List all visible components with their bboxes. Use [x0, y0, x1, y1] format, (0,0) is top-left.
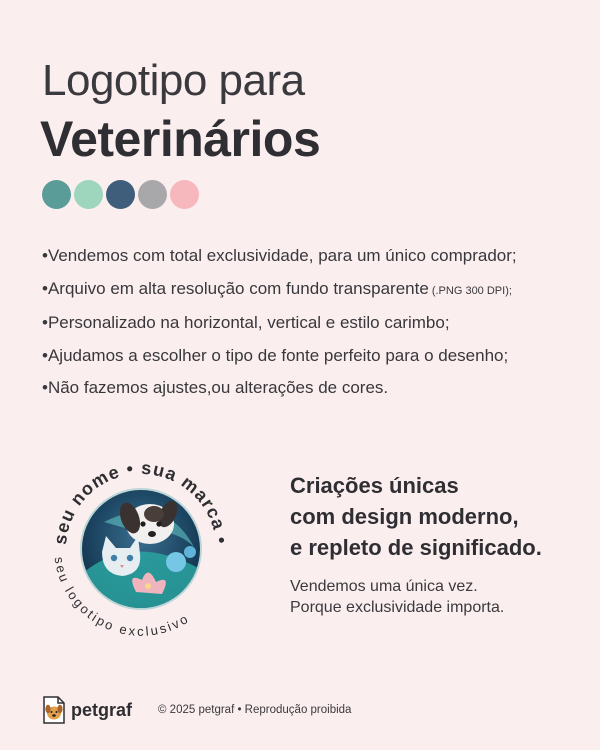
color-swatch-4	[138, 180, 167, 209]
feature-item	[42, 240, 582, 273]
color-swatch-2	[74, 180, 103, 209]
color-swatch-1	[42, 180, 71, 209]
page-title-line1: Logotipo para	[42, 56, 305, 105]
feature-item	[42, 372, 582, 405]
logo-seal	[44, 452, 238, 646]
feature-text: •Personalizado na horizontal, vertical e estilo carimbo;	[42, 313, 450, 332]
seal-outer-text: seu nome • sua marca •	[50, 457, 232, 546]
feature-text: •Arquivo em alta resolução com fundo transparente	[42, 278, 429, 298]
color-palette	[42, 180, 199, 209]
feature-text: •Ajudamos a escolher o tipo de fonte perfeito para o desenho;	[42, 345, 509, 365]
tagline-line: Criações únicas	[290, 473, 459, 498]
feature-item	[42, 340, 582, 373]
feature-text: •Não fazemos ajustes,ou alterações de cores.	[42, 378, 389, 397]
feature-item	[42, 307, 582, 340]
copyright-text: © 2025 petgraf • Reprodução proibida	[158, 704, 352, 716]
subtext-line: Porque exclusividade importa.	[290, 599, 505, 616]
feature-item	[42, 273, 582, 308]
tagline-line: e repleto de significado.	[290, 535, 542, 560]
color-swatch-3	[106, 180, 135, 209]
dog-document-icon	[42, 696, 66, 724]
feature-note: (.PNG 300 DPI);	[428, 284, 512, 297]
color-swatch-5	[170, 180, 199, 209]
tagline	[290, 470, 542, 563]
tagline-line: com design moderno,	[290, 504, 519, 529]
feature-text: •Vendemos com total exclusividade, para um único comprador;	[42, 246, 517, 265]
feature-list	[42, 240, 582, 405]
puppy-kitten-icon	[80, 488, 202, 612]
subtext-line: Vendemos uma única vez.	[290, 578, 478, 595]
brand-name: petgraf	[71, 699, 133, 720]
seal-inner-text: seu logotipo exclusivo	[51, 555, 193, 639]
page-title-line2: Veterinários	[40, 111, 321, 167]
footer	[42, 696, 351, 724]
subtext	[290, 576, 504, 618]
